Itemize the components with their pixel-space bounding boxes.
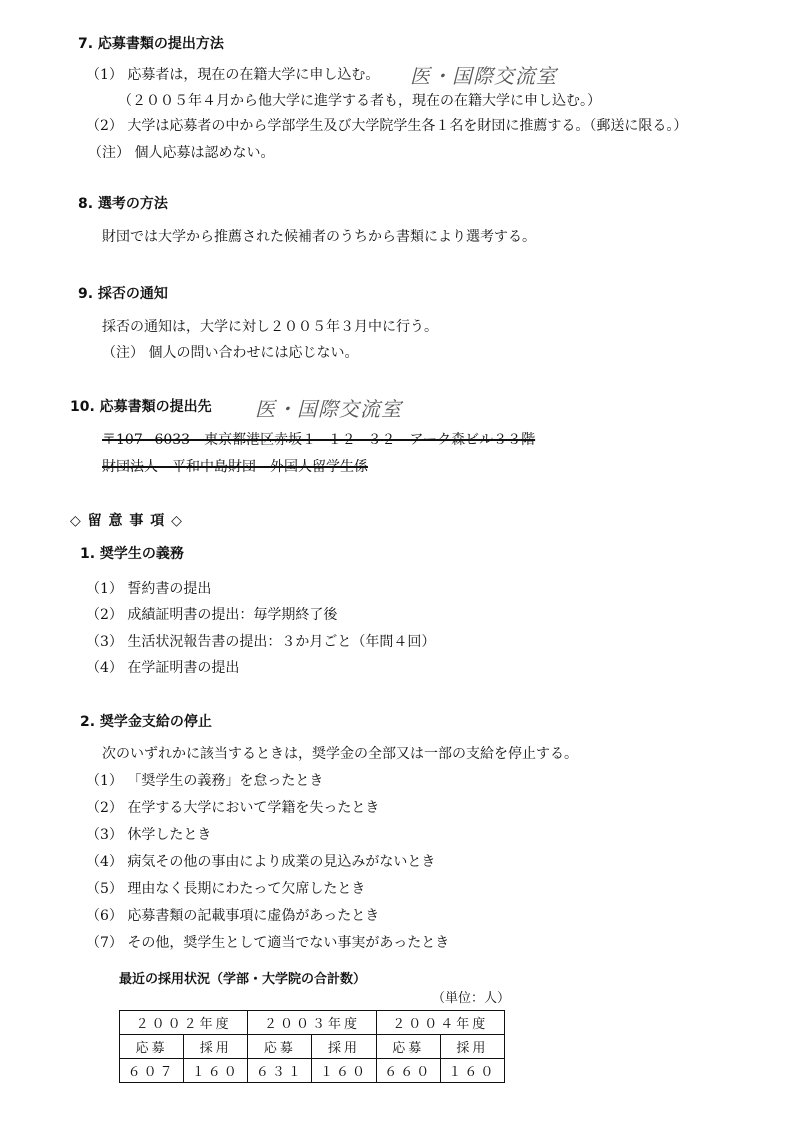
cell-adopt-2002: １６０ [184, 1059, 248, 1083]
section-7-item-1-note: （２００５年４月から他大学に進学する者も，現在の在籍大学に申し込む。） [118, 93, 601, 109]
column-header-adopt: 採用 [440, 1035, 504, 1059]
column-header-apply: 応募 [120, 1035, 184, 1059]
section-10-address: 〒107−6033 東京都港区赤坂１−１２−３２ アーク森ビル３３階 [102, 432, 536, 448]
handwritten-annotation: 医・国際交流室 [410, 64, 557, 88]
duties-title: 1. 奨学生の義務 [80, 546, 184, 562]
column-header-adopt: 採用 [312, 1035, 376, 1059]
suspension-item: （7） その他，奨学生として適当でない事実があったとき [86, 935, 450, 951]
cell-apply-2004: ６６０ [376, 1059, 440, 1083]
column-header-apply: 応募 [376, 1035, 440, 1059]
table-row [120, 1035, 505, 1059]
column-header-adopt: 採用 [184, 1035, 248, 1059]
notes-heading: ◇ 留 意 事 項 ◇ [70, 513, 183, 529]
suspension-item: （6） 応募書類の記載事項に虚偽があったとき [86, 908, 380, 924]
suspension-intro: 次のいずれかに該当するときは，奨学金の全部又は一部の支給を停止する。 [102, 746, 578, 762]
section-7-item-1: （1） 応募者は，現在の在籍大学に申し込む。 [86, 67, 380, 83]
table-row [120, 1011, 505, 1035]
duties-item: （3） 生活状況報告書の提出：３か月ごと（年間４回） [86, 634, 436, 650]
section-9-body: 採否の通知は，大学に対し２００５年３月中に行う。 [102, 319, 438, 335]
section-9-note: （注） 個人の問い合わせには応じない。 [102, 345, 359, 361]
stats-title: 最近の採用状況（学部・大学院の合計数） [119, 972, 367, 987]
cell-apply-2003: ６３１ [248, 1059, 312, 1083]
table-row [120, 1059, 505, 1083]
suspension-item: （3） 休学したとき [86, 827, 212, 843]
column-header-apply: 応募 [248, 1035, 312, 1059]
section-9-title: 9. 採否の通知 [78, 286, 168, 302]
year-header: ２００４年度 [376, 1011, 504, 1035]
suspension-item: （4） 病気その他の事由により成業の見込みがないとき [86, 854, 436, 870]
section-7-title: 7. 応募書類の提出方法 [78, 36, 224, 52]
suspension-title: 2. 奨学金支給の停止 [80, 714, 212, 730]
handwritten-annotation-2: 医・国際交流室 [255, 397, 402, 421]
cell-adopt-2004: １６０ [440, 1059, 504, 1083]
section-10-org: 財団法人 平和中島財団 外国人留学生係 [102, 459, 368, 475]
cell-apply-2002: ６０７ [120, 1059, 184, 1083]
stats-table [119, 1010, 505, 1083]
section-7-note: （注） 個人応募は認めない。 [88, 145, 275, 161]
suspension-item: （1） 「奨学生の義務」を怠ったとき [86, 773, 324, 789]
section-7-item-2: （2） 大学は応募者の中から学部学生及び大学院学生各１名を財団に推薦する。（郵送に限る。） [86, 118, 688, 134]
section-8-title: 8. 選考の方法 [78, 196, 168, 212]
stats-unit: （単位：人） [432, 991, 511, 1006]
section-10-title: 10. 応募書類の提出先 [70, 399, 212, 415]
year-header: ２００３年度 [248, 1011, 376, 1035]
duties-item: （1） 誓約書の提出 [86, 581, 212, 597]
suspension-item: （5） 理由なく長期にわたって欠席したとき [86, 881, 366, 897]
cell-adopt-2003: １６０ [312, 1059, 376, 1083]
suspension-item: （2） 在学する大学において学籍を失ったとき [86, 800, 380, 816]
section-8-body: 財団では大学から推薦された候補者のうちから書類により選考する。 [102, 229, 536, 245]
duties-item: （2） 成績証明書の提出：毎学期終了後 [86, 607, 338, 623]
duties-item: （4） 在学証明書の提出 [86, 660, 240, 676]
year-header: ２００２年度 [120, 1011, 248, 1035]
